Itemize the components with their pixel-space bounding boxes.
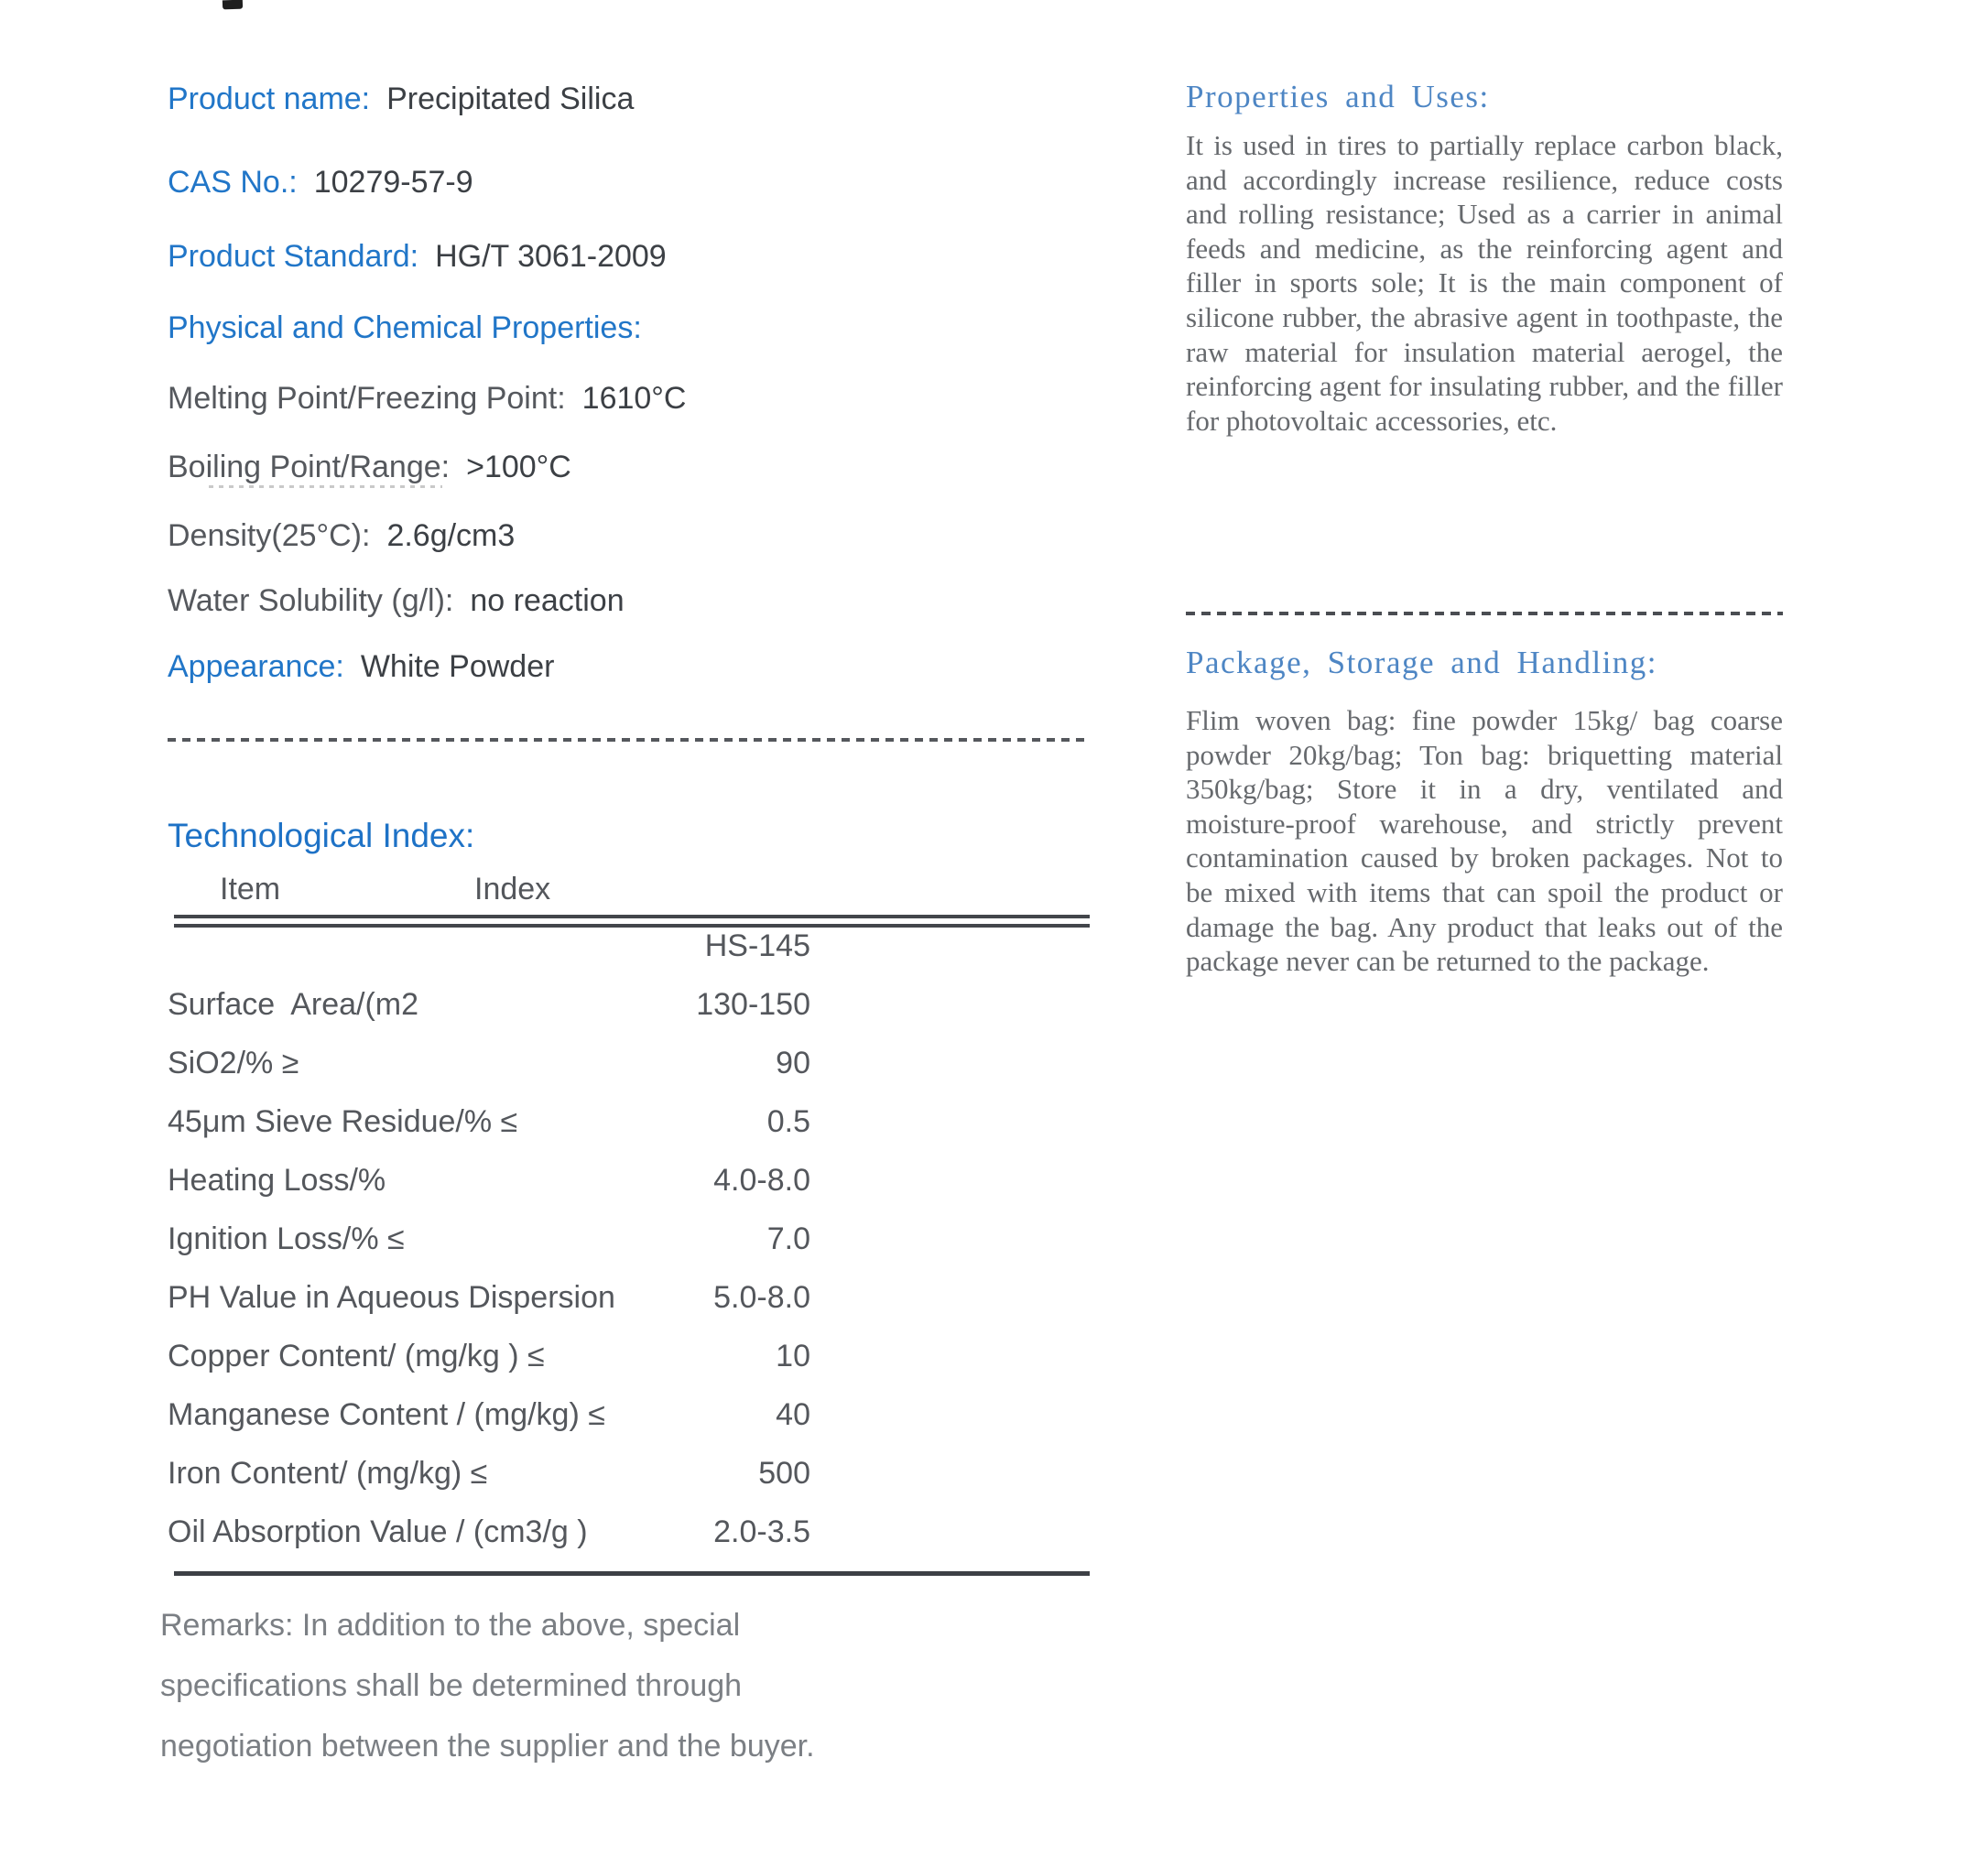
column-header-index: Index: [474, 872, 551, 906]
cropped-text-artifact: [223, 0, 243, 9]
row-value: 130-150: [696, 987, 810, 1022]
field-water-solubility: [168, 583, 625, 619]
row-item: Iron Content/ (mg/kg) ≤: [168, 1456, 488, 1491]
field-boiling-point: [168, 450, 571, 485]
row-item: Manganese Content / (mg/kg) ≤: [168, 1397, 605, 1432]
row-item: Ignition Loss/% ≤: [168, 1221, 405, 1256]
row-item: Copper Content/ (mg/kg ) ≤: [168, 1339, 545, 1373]
field-label: Density(25°C):: [168, 518, 371, 553]
heading-package-storage-handling: Package, Storage and Handling:: [1186, 645, 1658, 680]
table-row: [168, 1280, 810, 1316]
field-label: Physical and Chemical Properties:: [168, 310, 642, 345]
field-value: no reaction: [470, 583, 625, 618]
table-row: [168, 987, 810, 1023]
row-item: Oil Absorption Value / (cm3/g ): [168, 1514, 588, 1549]
row-value: 40: [776, 1397, 810, 1432]
heading-technological-index: Technological Index:: [168, 817, 475, 854]
field-value: HG/T 3061-2009: [435, 239, 667, 274]
table-row: [168, 1397, 810, 1433]
row-value: 500: [758, 1456, 810, 1491]
row-item: PH Value in Aqueous Dispersion: [168, 1280, 615, 1315]
table-bottom-rule: [174, 1571, 1090, 1576]
field-label: Boiling Point/Range:: [168, 450, 451, 484]
field-product-name: [168, 81, 634, 117]
row-value: HS-145: [704, 928, 810, 963]
field-melting-point: [168, 381, 686, 417]
field-label: Water Solubility (g/l):: [168, 583, 454, 618]
faint-dotted-artifact: [209, 485, 442, 488]
field-value: White Powder: [360, 649, 555, 684]
table-remarks: [160, 1595, 948, 1776]
field-value: 10279-57-9: [313, 165, 473, 200]
table-row: [168, 1163, 810, 1199]
row-value: 7.0: [766, 1221, 810, 1256]
row-value: 5.0-8.0: [713, 1280, 810, 1315]
row-item: Surface Area/(m2: [168, 987, 419, 1022]
field-label: Melting Point/Freezing Point:: [168, 381, 566, 416]
field-label: Product name:: [168, 81, 371, 116]
table-row: [168, 1046, 810, 1081]
field-label: Product Standard:: [168, 239, 419, 274]
dashed-divider-left: [168, 738, 1090, 742]
field-appearance: [168, 649, 554, 685]
row-value: 4.0-8.0: [713, 1163, 810, 1198]
field-density: [168, 518, 515, 554]
table-row: [168, 928, 810, 964]
table-row: [168, 1456, 810, 1492]
row-item: SiO2/% ≥: [168, 1046, 299, 1080]
field-value: 1610°C: [581, 381, 687, 416]
field-product-standard: [168, 239, 667, 275]
heading-physical-chemical-properties: [168, 310, 642, 346]
field-value: Precipitated Silica: [386, 81, 635, 116]
remarks-line: Remarks: In addition to the above, special: [160, 1608, 741, 1643]
field-label: CAS No.:: [168, 165, 298, 200]
field-cas-no: [168, 165, 473, 201]
column-header-item: Item: [220, 872, 281, 906]
table-double-rule: [174, 915, 1090, 928]
dashed-divider-right: [1186, 612, 1783, 615]
row-value: 2.0-3.5: [713, 1514, 810, 1549]
row-value: 90: [776, 1046, 810, 1080]
remarks-line: negotiation between the supplier and the buyer.: [160, 1729, 815, 1764]
row-value: 10: [776, 1339, 810, 1373]
table-row: [168, 1514, 810, 1550]
row-item: Heating Loss/%: [168, 1163, 386, 1198]
row-item: 45μm Sieve Residue/% ≤: [168, 1104, 518, 1139]
heading-properties-and-uses: Properties and Uses:: [1186, 79, 1490, 114]
table-row: [168, 1339, 810, 1374]
field-value: >100°C: [466, 450, 571, 484]
row-value: 0.5: [766, 1104, 810, 1139]
package-storage-handling-text: Flim woven bag: fine powder 15kg/ bag coarse powder 20kg/bag; Ton bag: briquetting material 350kg/bag; Store it in a dry, ventilated and moisture-proof warehouse, and strictly prevent contamination caused by broken packages. Not to be mixed with items that can spoil the product or damage the bag. Any product that leaks out of the package never can be returned to the package.: [1186, 704, 1783, 978]
table-row: [168, 1104, 810, 1140]
table-row: [168, 1221, 810, 1257]
remarks-line: specifications shall be determined through: [160, 1668, 743, 1703]
field-label: Appearance:: [168, 649, 344, 684]
field-value: 2.6g/cm3: [386, 518, 516, 553]
properties-and-uses-text: It is used in tires to partially replace carbon black, and accordingly increase resilience, reduce costs and rolling resistance; Used as a carrier in animal feeds and medicine, as the reinforcing agent and filler in sports sole; It is the main component of silicone rubber, the abrasive agent in toothpaste, the raw material for insulation material aerogel, the reinforcing agent for insulating rubber, and the filler for photovoltaic accessories, etc.: [1186, 129, 1783, 437]
